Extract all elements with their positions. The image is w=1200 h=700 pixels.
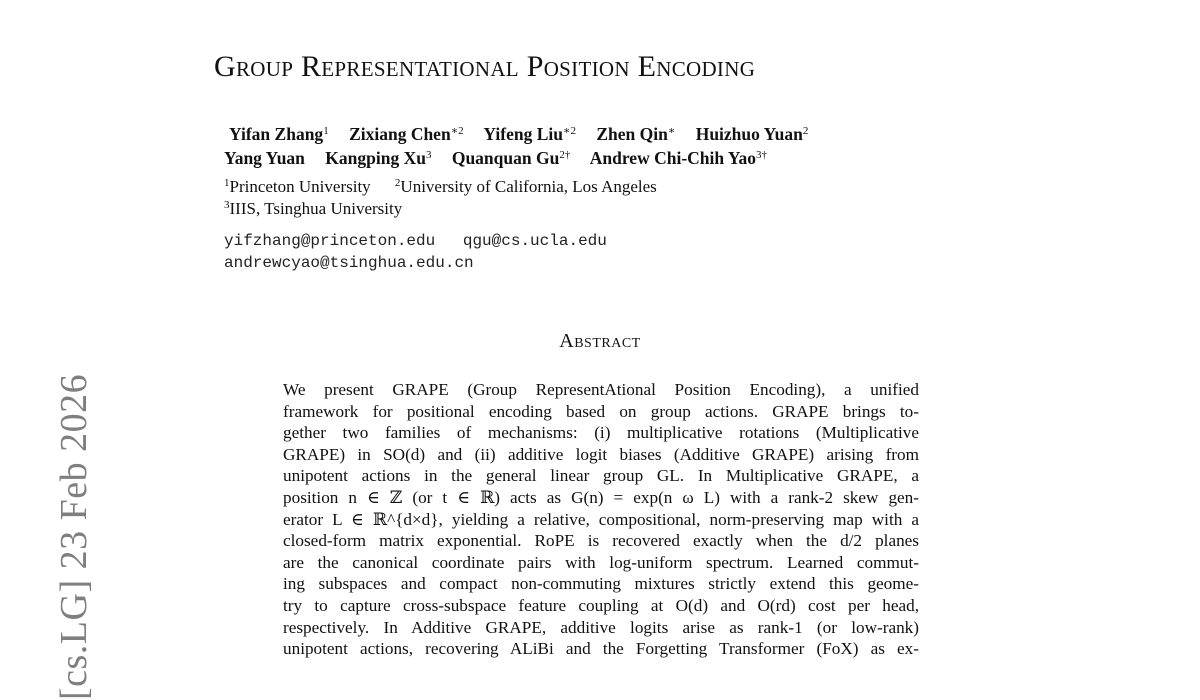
email-link[interactable]: yifzhang@princeton.edu — [224, 232, 436, 250]
author: Kangping Xu$^3$ — [325, 148, 432, 168]
author-list — [224, 122, 824, 170]
author: Zixiang Chen$^{∗2}$ — [349, 124, 464, 144]
abstract-line: GRAPE) in SO(d) and (ii) additive logit biases (Additive GRAPE) arising from — [283, 444, 919, 464]
abstract-heading: Abstract — [559, 330, 641, 352]
paper-title: Group Representational Position Encoding — [214, 50, 756, 83]
author: Andrew Chi-Chih Yao$^{3\dagger}$ — [589, 148, 768, 168]
author-line-1 — [224, 122, 824, 146]
abstract-line: respectively. In Additive GRAPE, additive logits arise as rank-1 (or low-rank) — [283, 617, 919, 637]
affiliation-list — [224, 176, 677, 220]
author: Quanquan $Gu^{2\dagger}$ — [451, 148, 571, 168]
author: Zhen Qin∗ — [596, 124, 676, 144]
abstract-line: position n ∈ ℤ (or t ∈ ℝ) acts as G(n) = exp(n ω L) with a rank-2 skew gen- — [283, 487, 919, 507]
author: Yang Yuan — [224, 148, 305, 168]
affiliation-line-2 — [224, 198, 677, 220]
abstract-line: are the canonical coordinate pairs with log-uniform spectrum. Learned commut- — [283, 552, 919, 572]
author: Huizhuo Yuan$^2$ — [695, 124, 809, 144]
arxiv-identifier-stamp: [cs.LG] 23 Feb 2026 — [53, 373, 95, 700]
abstract-line: unipotent actions, recovering ALiBi and the Forgetting Transformer (FoX) as ex- — [283, 639, 919, 659]
email-link[interactable]: andrewcyao@tsinghua.edu.cn — [224, 254, 474, 272]
affiliation: $^1$Princeton University — [224, 177, 371, 196]
abstract-line: gether two families of mechanisms: (i) multiplicative rotations (Multiplicative — [283, 423, 919, 443]
author: Yifeng Liu$^{∗2}$ — [483, 124, 576, 144]
abstract-line: ing subspaces and compact non-commuting mixtures strictly extend this geome- — [283, 574, 919, 594]
abstract-line: unipotent actions in the general linear group GL. In Multiplicative GRAPE, a — [283, 466, 919, 486]
email-list — [224, 230, 625, 274]
email-link[interactable]: qgu@cs.ucla.edu — [462, 232, 607, 250]
abstract-body — [283, 379, 919, 660]
abstract-line: erator L ∈ ℝ^{d×d}, yielding a relative, compositional, norm-preserving map with a — [283, 509, 919, 529]
abstract-line: We present GRAPE (Group RepresentAtional Position Encoding), a unified — [283, 380, 919, 399]
author: Yifan Zhang$^1$ — [229, 124, 329, 144]
abstract-line: try to capture cross-subspace feature coupling at O(d) and O(rd) cost per head, — [283, 595, 919, 615]
affiliation: $^3$IIIS, Tsinghua University — [224, 199, 403, 218]
abstract-line: framework for positional encoding based on group actions. GRAPE brings to- — [283, 401, 919, 421]
author-line-2 — [224, 146, 824, 170]
affiliation-line-1 — [224, 176, 677, 198]
abstract-line: closed-form matrix exponential. RoPE is recovered exactly when the d/2 planes — [283, 531, 919, 551]
affiliation: $^2$University of California, Los Angeles — [394, 177, 657, 196]
